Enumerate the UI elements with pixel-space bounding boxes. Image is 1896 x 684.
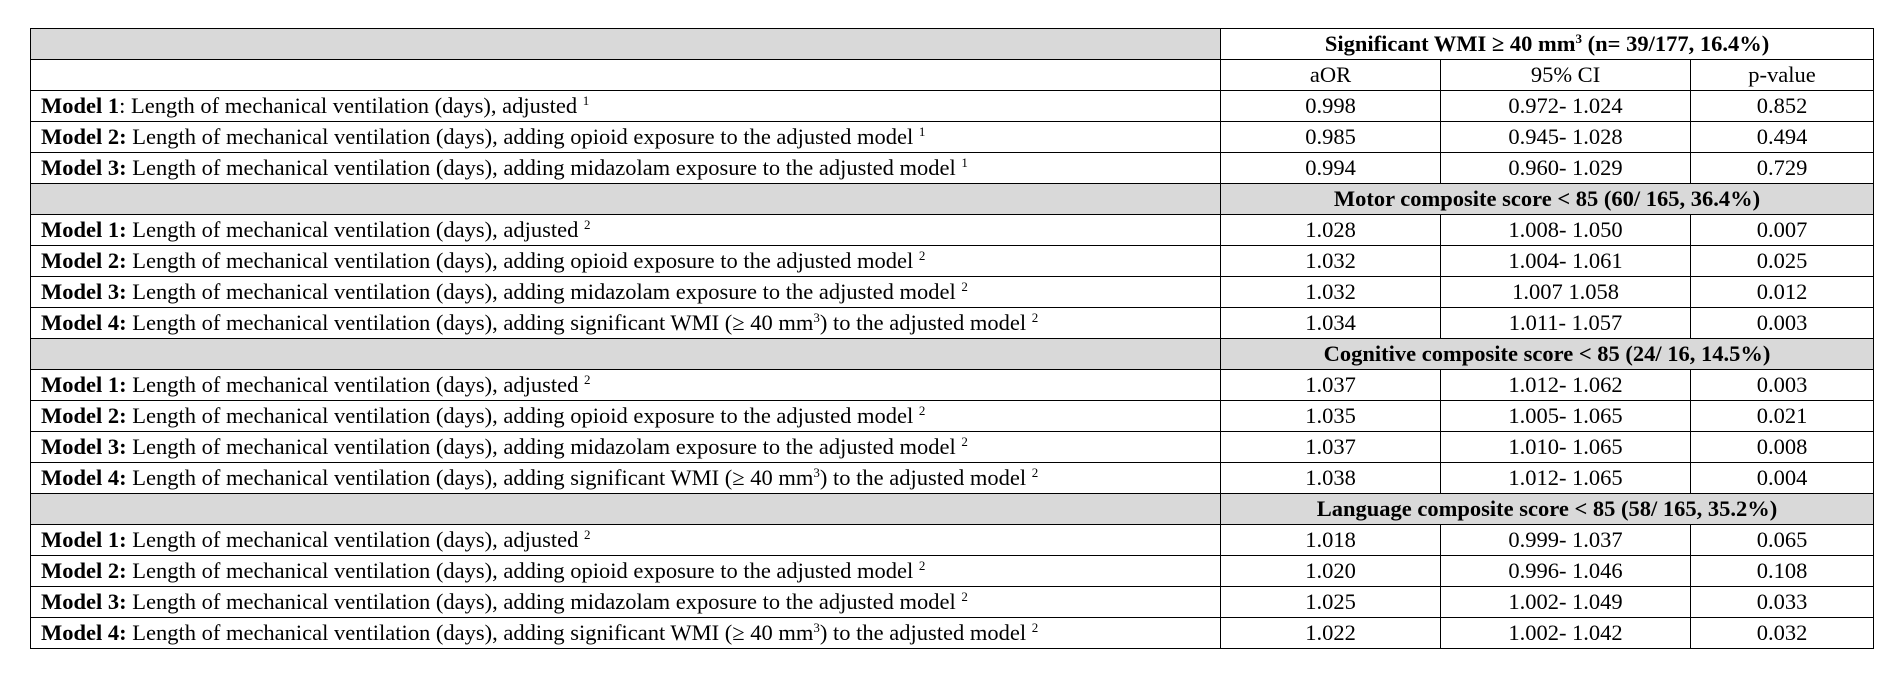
model-description-rest: ) to the adjusted model: [819, 310, 1032, 335]
p-value: 0.065: [1691, 525, 1874, 556]
table-row: [31, 122, 1874, 153]
model-label-cell: [31, 401, 1221, 432]
model-name: Model 1:: [41, 372, 127, 397]
ci-value: 1.012- 1.062: [1441, 370, 1691, 401]
model-label-cell: [31, 277, 1221, 308]
model-name: Model 2:: [41, 403, 127, 428]
model-description: Length of mechanical ventilation (days), adding significant WMI (≥ 40 mm: [126, 465, 814, 490]
aor-value: 1.037: [1221, 370, 1441, 401]
table-row: [31, 463, 1874, 494]
aor-value: 0.985: [1221, 122, 1441, 153]
unit-superscript: 3: [813, 465, 820, 480]
section-title: [1221, 29, 1874, 60]
table-row: [31, 525, 1874, 556]
column-header-blank: [31, 60, 1221, 91]
model-name: Model 2:: [41, 558, 127, 583]
table-row: [31, 432, 1874, 463]
p-value: 0.004: [1691, 463, 1874, 494]
column-header-p: p-value: [1691, 60, 1874, 91]
model-name: Model 3:: [41, 434, 127, 459]
model-label-cell: [31, 463, 1221, 494]
model-description: Length of mechanical ventilation (days), adding opioid exposure to the adjusted model: [126, 248, 919, 273]
table-row: [31, 246, 1874, 277]
results-table: [30, 28, 1874, 649]
aor-value: 1.035: [1221, 401, 1441, 432]
model-description: Length of mechanical ventilation (days), adjusted: [126, 527, 584, 552]
section-title-text: Cognitive composite score < 85 (24/ 16, 14.5%): [1323, 341, 1771, 366]
table-row: [31, 153, 1874, 184]
section-title: [1221, 184, 1874, 215]
footnote-marker: 2: [918, 558, 926, 573]
aor-value: 0.994: [1221, 153, 1441, 184]
model-label-cell: [31, 432, 1221, 463]
ci-value: 1.002- 1.049: [1441, 587, 1691, 618]
aor-value: 1.028: [1221, 215, 1441, 246]
model-label-cell: [31, 308, 1221, 339]
table-row: [31, 91, 1874, 122]
section-title-text: Language composite score < 85 (58/ 165, 35.2%): [1316, 496, 1778, 521]
model-name: Model 2:: [41, 124, 127, 149]
results-table-body: [31, 29, 1874, 649]
section-title: [1221, 494, 1874, 525]
model-label-cell: [31, 122, 1221, 153]
aor-value: 1.037: [1221, 432, 1441, 463]
aor-value: 1.020: [1221, 556, 1441, 587]
model-description: Length of mechanical ventilation (days), adding midazolam exposure to the adjusted model: [126, 279, 962, 304]
table-row: [31, 215, 1874, 246]
model-description: Length of mechanical ventilation (days), adding opioid exposure to the adjusted model: [126, 124, 919, 149]
column-header-row: [31, 60, 1874, 91]
model-name: Model 4:: [41, 465, 127, 490]
model-name: Model 2:: [41, 248, 127, 273]
footnote-marker: 2: [583, 217, 591, 232]
section-title-text: Significant WMI ≥ 40 mm: [1324, 31, 1576, 56]
p-value: 0.852: [1691, 91, 1874, 122]
footnote-marker: 1: [582, 93, 590, 108]
model-name: Model 1: [41, 93, 120, 118]
footnote-marker: 2: [918, 248, 926, 263]
model-label-cell: [31, 91, 1221, 122]
table-row: [31, 556, 1874, 587]
ci-value: 1.007 1.058: [1441, 277, 1691, 308]
section-header-row: [31, 494, 1874, 525]
footnote-marker: 2: [1031, 465, 1039, 480]
p-value: 0.021: [1691, 401, 1874, 432]
footnote-marker: 2: [1031, 620, 1039, 635]
section-title-text: Motor composite score < 85 (60/ 165, 36.4%): [1333, 186, 1761, 211]
model-description: Length of mechanical ventilation (days), adding significant WMI (≥ 40 mm: [126, 620, 814, 645]
aor-value: 1.018: [1221, 525, 1441, 556]
ci-value: 1.002- 1.042: [1441, 618, 1691, 649]
ci-value: 0.972- 1.024: [1441, 91, 1691, 122]
model-label-cell: [31, 618, 1221, 649]
p-value: 0.003: [1691, 370, 1874, 401]
model-description: Length of mechanical ventilation (days), adjusted: [126, 372, 584, 397]
p-value: 0.108: [1691, 556, 1874, 587]
model-name: Model 3:: [41, 589, 127, 614]
table-row: [31, 587, 1874, 618]
footnote-marker: 1: [961, 155, 968, 170]
section-header-blank: [31, 494, 1221, 525]
table-row: [31, 370, 1874, 401]
p-value: 0.729: [1691, 153, 1874, 184]
model-description: : Length of mechanical ventilation (days), adjusted: [119, 93, 583, 118]
section-header-row: [31, 339, 1874, 370]
p-value: 0.012: [1691, 277, 1874, 308]
section-title: [1221, 339, 1874, 370]
model-description: Length of mechanical ventilation (days), adding opioid exposure to the adjusted model: [126, 558, 919, 583]
model-description: Length of mechanical ventilation (days), adding midazolam exposure to the adjusted model: [126, 155, 962, 180]
model-description: Length of mechanical ventilation (days), adding midazolam exposure to the adjusted model: [126, 589, 962, 614]
footnote-marker: 2: [961, 279, 968, 294]
aor-value: 1.038: [1221, 463, 1441, 494]
model-description: Length of mechanical ventilation (days), adding significant WMI (≥ 40 mm: [126, 310, 814, 335]
section-title-rest: (n= 39/177, 16.4%): [1582, 31, 1770, 56]
ci-value: 1.005- 1.065: [1441, 401, 1691, 432]
aor-value: 1.025: [1221, 587, 1441, 618]
section-header-row: [31, 184, 1874, 215]
ci-value: 1.008- 1.050: [1441, 215, 1691, 246]
model-name: Model 1:: [41, 527, 127, 552]
aor-value: 1.032: [1221, 246, 1441, 277]
table-row: [31, 308, 1874, 339]
ci-value: 1.004- 1.061: [1441, 246, 1691, 277]
model-description-rest: ) to the adjusted model: [819, 620, 1032, 645]
p-value: 0.008: [1691, 432, 1874, 463]
model-name: Model 1:: [41, 217, 127, 242]
model-label-cell: [31, 215, 1221, 246]
model-description: Length of mechanical ventilation (days), adjusted: [126, 217, 584, 242]
unit-superscript: 3: [813, 310, 820, 325]
p-value: 0.003: [1691, 308, 1874, 339]
table-row: [31, 401, 1874, 432]
model-name: Model 4:: [41, 620, 127, 645]
footnote-marker: 2: [1031, 310, 1039, 325]
footnote-marker: 2: [918, 403, 926, 418]
model-label-cell: [31, 153, 1221, 184]
unit-superscript: 3: [813, 620, 820, 635]
section-header-row: [31, 29, 1874, 60]
ci-value: 1.011- 1.057: [1441, 308, 1691, 339]
model-label-cell: [31, 246, 1221, 277]
aor-value: 1.022: [1221, 618, 1441, 649]
aor-value: 1.034: [1221, 308, 1441, 339]
model-description: Length of mechanical ventilation (days), adding midazolam exposure to the adjusted model: [126, 434, 962, 459]
aor-value: 0.998: [1221, 91, 1441, 122]
model-description: Length of mechanical ventilation (days), adding opioid exposure to the adjusted model: [126, 403, 919, 428]
column-header-ci: 95% CI: [1441, 60, 1691, 91]
model-name: Model 3:: [41, 279, 127, 304]
section-title-superscript: 3: [1575, 31, 1582, 46]
ci-value: 0.945- 1.028: [1441, 122, 1691, 153]
section-header-blank: [31, 29, 1221, 60]
model-label-cell: [31, 587, 1221, 618]
table-row: [31, 277, 1874, 308]
footnote-marker: 1: [918, 124, 926, 139]
ci-value: 0.999- 1.037: [1441, 525, 1691, 556]
model-description-rest: ) to the adjusted model: [819, 465, 1032, 490]
table-row: [31, 618, 1874, 649]
ci-value: 1.010- 1.065: [1441, 432, 1691, 463]
footnote-marker: 2: [583, 372, 591, 387]
p-value: 0.007: [1691, 215, 1874, 246]
section-header-blank: [31, 184, 1221, 215]
footnote-marker: 2: [583, 527, 591, 542]
footnote-marker: 2: [961, 589, 968, 604]
section-header-blank: [31, 339, 1221, 370]
p-value: 0.494: [1691, 122, 1874, 153]
ci-value: 1.012- 1.065: [1441, 463, 1691, 494]
aor-value: 1.032: [1221, 277, 1441, 308]
p-value: 0.033: [1691, 587, 1874, 618]
footnote-marker: 2: [961, 434, 968, 449]
model-name: Model 3:: [41, 155, 127, 180]
model-name: Model 4:: [41, 310, 127, 335]
ci-value: 0.996- 1.046: [1441, 556, 1691, 587]
model-label-cell: [31, 525, 1221, 556]
model-label-cell: [31, 370, 1221, 401]
column-header-aor: aOR: [1221, 60, 1441, 91]
model-label-cell: [31, 556, 1221, 587]
p-value: 0.032: [1691, 618, 1874, 649]
ci-value: 0.960- 1.029: [1441, 153, 1691, 184]
p-value: 0.025: [1691, 246, 1874, 277]
